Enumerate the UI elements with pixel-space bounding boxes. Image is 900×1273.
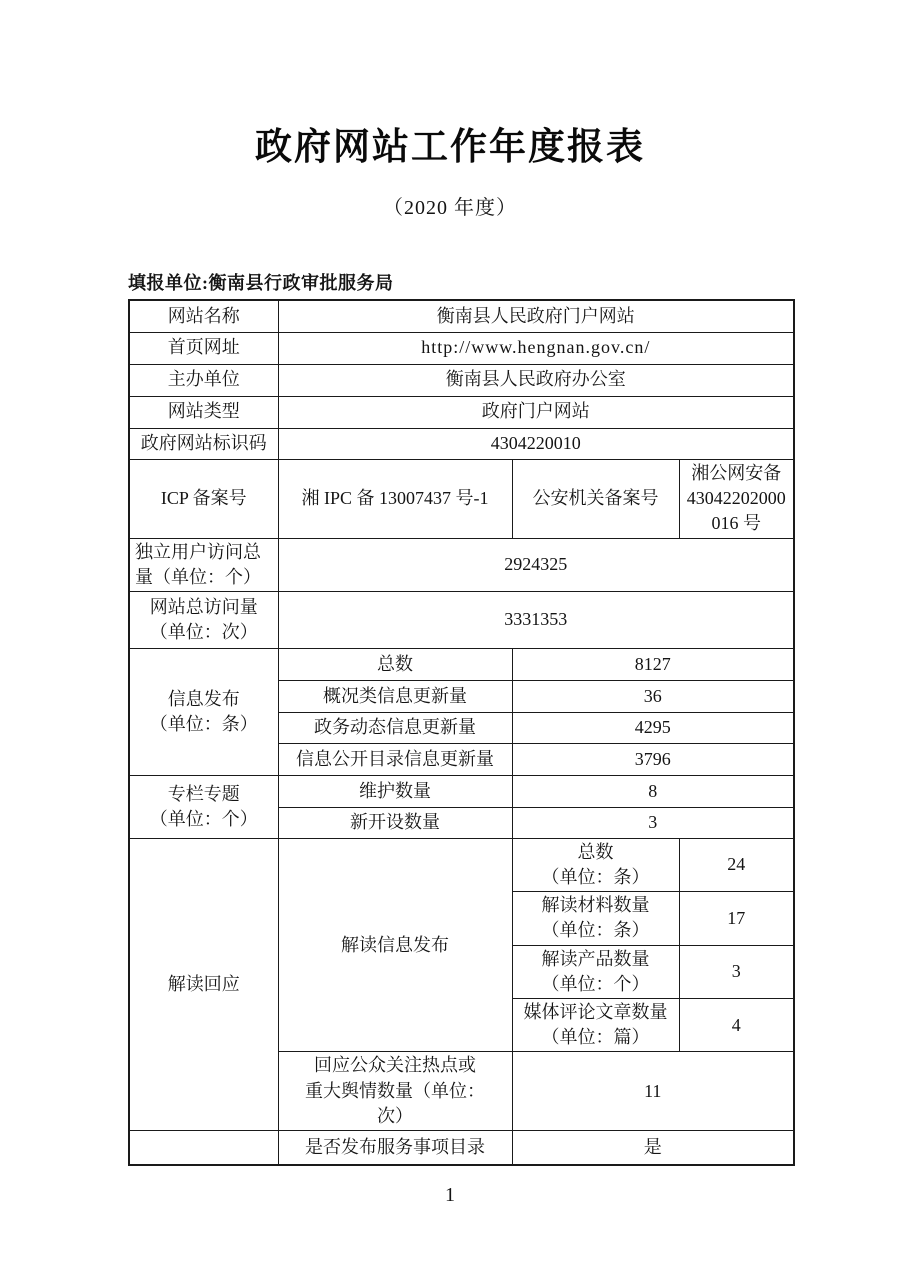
filing-unit: 填报单位:衡南县行政审批服务局 [128, 273, 394, 293]
homepage-url-value: http://www.hengnan.gov.cn/ [278, 332, 794, 364]
interp-products-value: 3 [679, 945, 794, 998]
table-row [129, 396, 794, 428]
total-visits-value: 3331353 [278, 591, 794, 648]
interp-products-label: 解读产品数量 （单位：个） [512, 945, 679, 998]
table-row [129, 648, 794, 680]
interp-materials-value: 17 [679, 892, 794, 945]
table-row [129, 364, 794, 396]
open-directory-value: 3796 [512, 743, 794, 775]
public-response-value: 11 [512, 1052, 794, 1131]
gov-news-value: 4295 [512, 712, 794, 743]
police-filing-value: 湘公网安备 43042202000 016 号 [679, 459, 794, 538]
organizer-value: 衡南县人民政府办公室 [278, 364, 794, 396]
service-catalog-value: 是 [512, 1130, 794, 1165]
maintained-count-value: 8 [512, 775, 794, 807]
website-name-label: 网站名称 [129, 300, 278, 332]
police-filing-label: 公安机关备案号 [512, 459, 679, 538]
interp-total-label: 总数 （单位：条） [512, 838, 679, 891]
table-row [129, 591, 794, 648]
table-row [129, 300, 794, 332]
media-comments-label: 媒体评论文章数量 （单位：篇） [512, 999, 679, 1052]
website-type-value: 政府门户网站 [278, 396, 794, 428]
icp-label: ICP 备案号 [129, 459, 278, 538]
organizer-label: 主办单位 [129, 364, 278, 396]
icp-value: 湘 IPC 备 13007437 号-1 [278, 459, 512, 538]
table-row [129, 332, 794, 364]
public-response-label: 回应公众关注热点或 重大舆情数量（单位： 次） [278, 1052, 512, 1131]
unique-visitors-label: 独立用户访问总量（单位：个） [129, 538, 278, 591]
info-release-label: 信息发布 （单位：条） [129, 648, 278, 775]
annual-report-table [128, 299, 795, 1166]
page-title: 政府网站工作年度报表 [255, 126, 645, 167]
maintained-count-label: 维护数量 [278, 775, 512, 807]
table-row [129, 838, 794, 891]
table-row [129, 775, 794, 807]
service-catalog-label: 是否发布服务事项目录 [278, 1130, 512, 1165]
info-overview-label: 概况类信息更新量 [278, 680, 512, 712]
gov-news-label: 政务动态信息更新量 [278, 712, 512, 743]
homepage-url-label: 首页网址 [129, 332, 278, 364]
new-columns-label: 新开设数量 [278, 807, 512, 838]
info-release-total-label: 总数 [278, 648, 512, 680]
info-release-total-value: 8127 [512, 648, 794, 680]
table-row [129, 459, 794, 538]
site-code-value: 4304220010 [278, 428, 794, 459]
interp-total-value: 24 [679, 838, 794, 891]
page-subtitle: （2020 年度） [383, 197, 517, 219]
unique-visitors-value: 2924325 [278, 538, 794, 591]
interp-materials-label: 解读材料数量 （单位：条） [512, 892, 679, 945]
total-visits-label: 网站总访问量 （单位：次） [129, 591, 278, 648]
table-row [129, 538, 794, 591]
interpretation-release-label: 解读信息发布 [278, 838, 512, 1052]
website-name-value: 衡南县人民政府门户网站 [278, 300, 794, 332]
special-columns-label: 专栏专题 （单位：个） [129, 775, 278, 838]
info-overview-value: 36 [512, 680, 794, 712]
media-comments-value: 4 [679, 999, 794, 1052]
website-type-label: 网站类型 [129, 396, 278, 428]
table-row [129, 428, 794, 459]
empty-cell [129, 1130, 278, 1165]
open-directory-label: 信息公开目录信息更新量 [278, 743, 512, 775]
page-number: 1 [445, 1184, 455, 1206]
site-code-label: 政府网站标识码 [129, 428, 278, 459]
interpretation-label: 解读回应 [129, 838, 278, 1130]
table-row [129, 1130, 794, 1165]
new-columns-value: 3 [512, 807, 794, 838]
